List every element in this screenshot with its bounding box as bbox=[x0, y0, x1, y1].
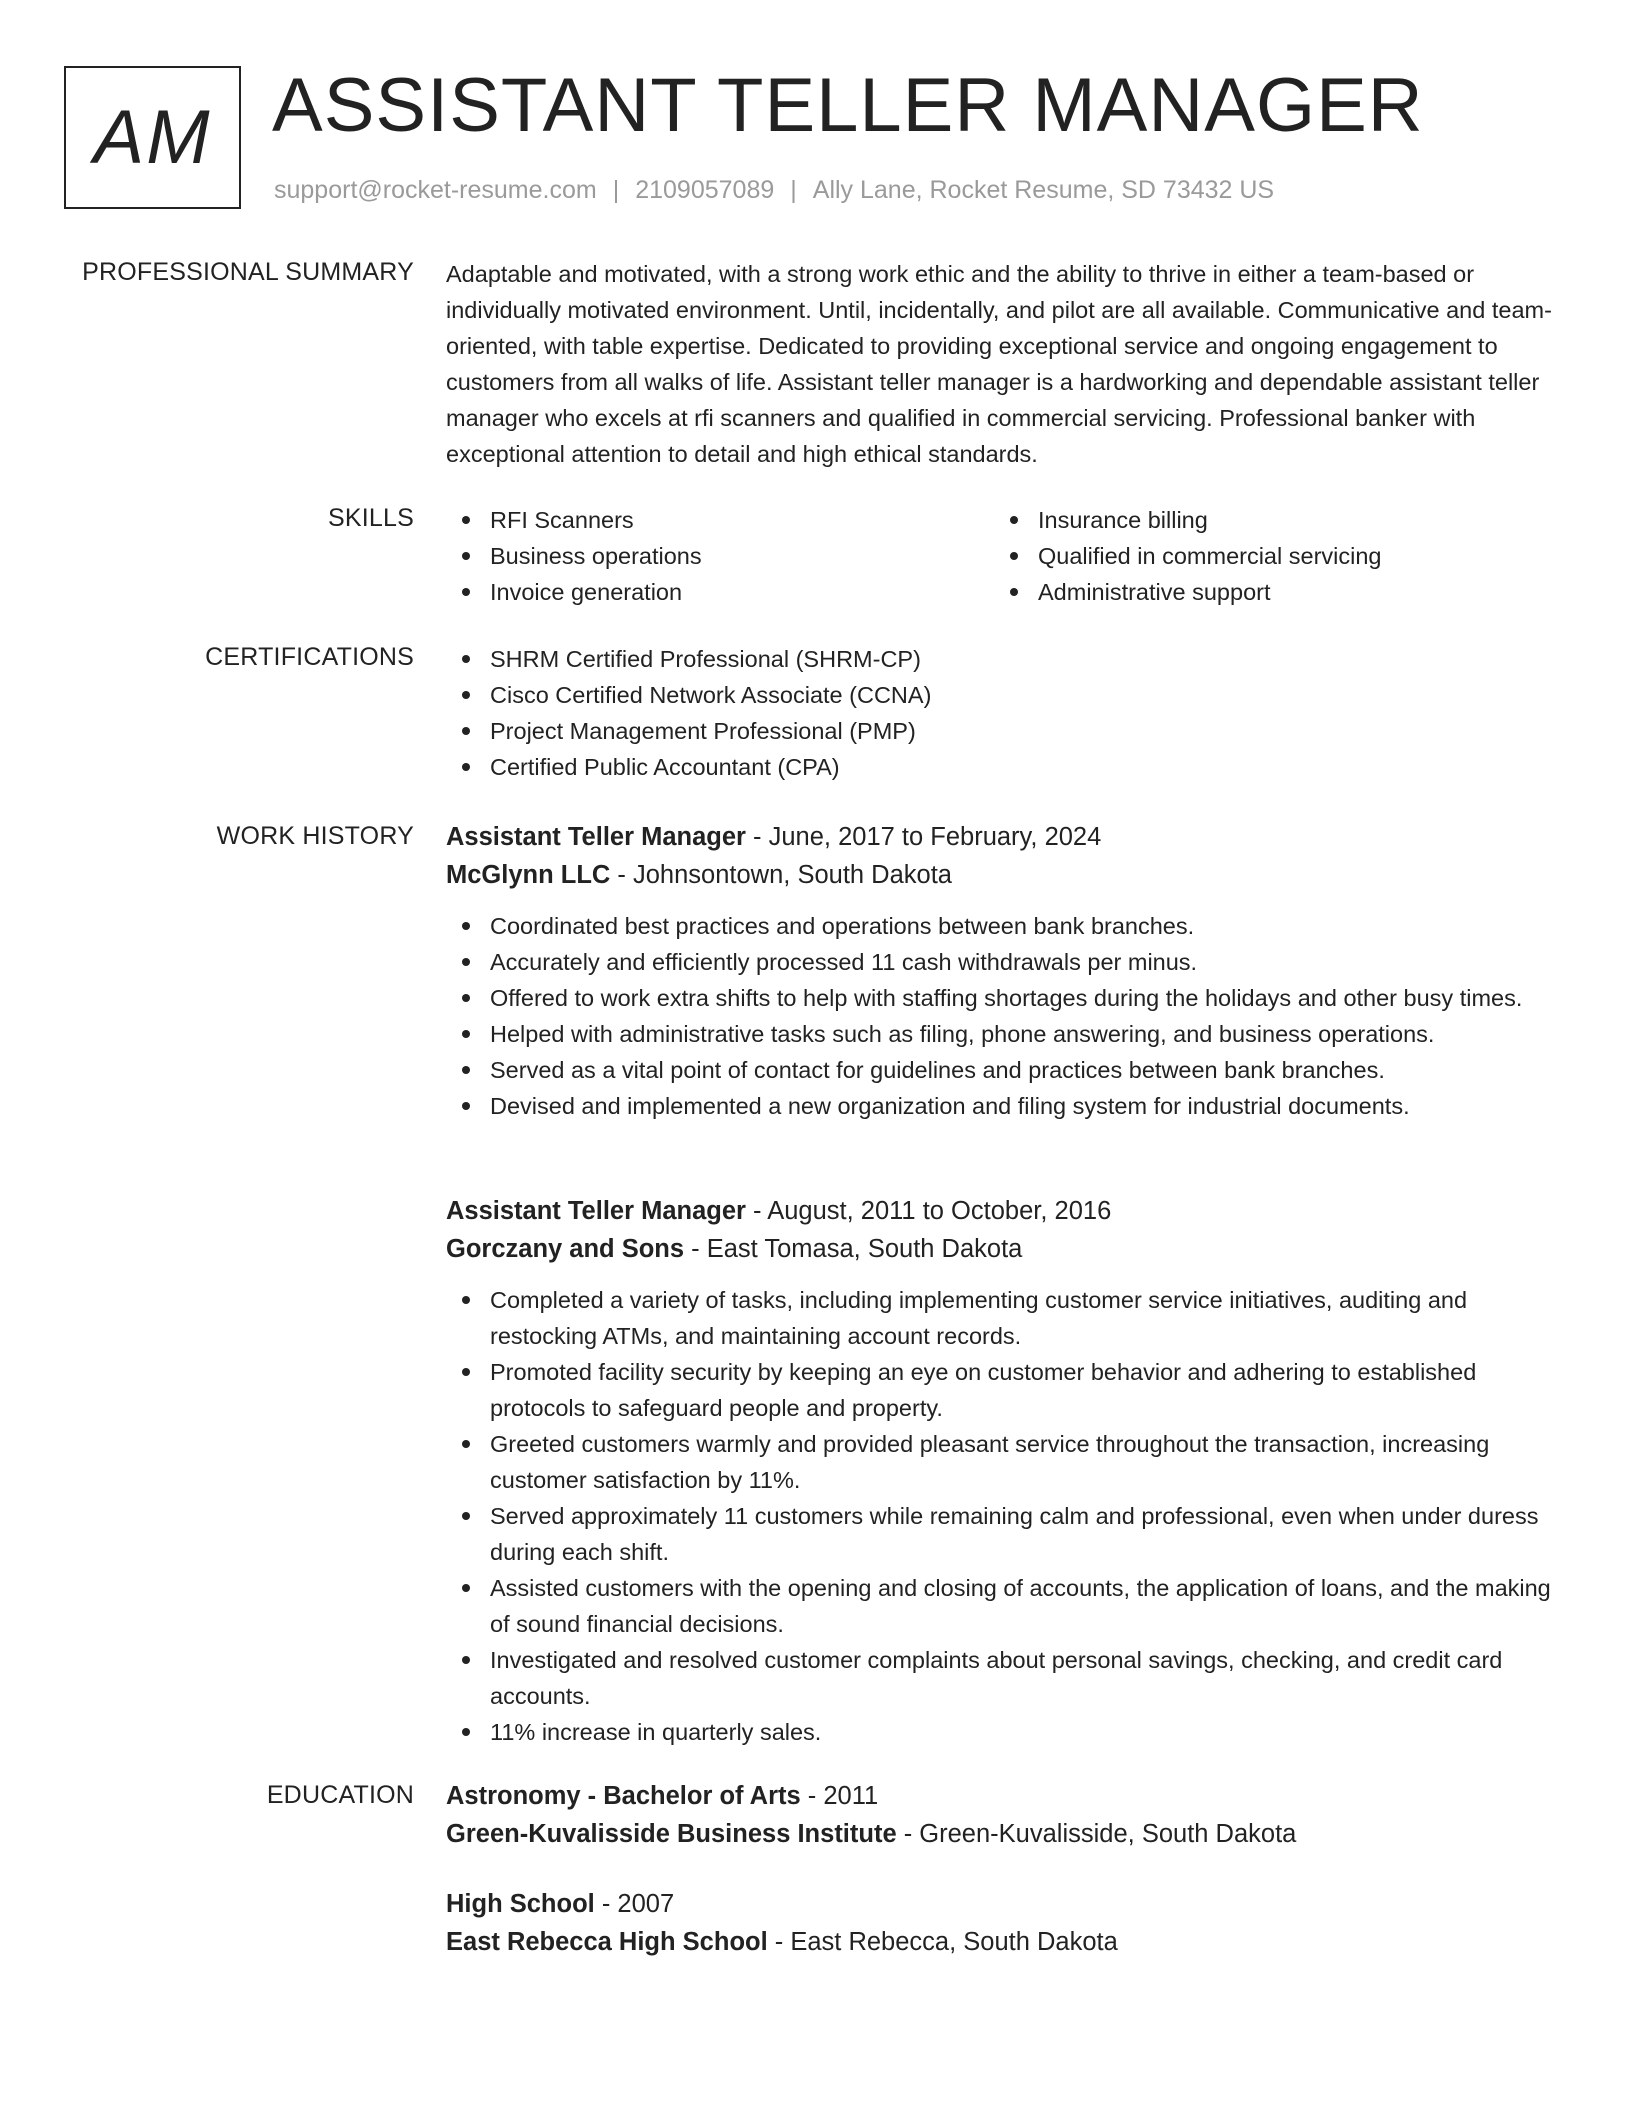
job-title: Assistant Teller Manager bbox=[446, 823, 746, 851]
job-company: McGlynn LLC bbox=[446, 861, 611, 889]
education-school-line bbox=[446, 1923, 1571, 1961]
job-company-line bbox=[446, 1230, 1571, 1268]
education-school: Green-Kuvalisside Business Institute bbox=[446, 1820, 897, 1848]
job-bullet: Promoted facility security by keeping an eye on customer behavior and adhering to established protocols to safeguard people and property. bbox=[446, 1354, 1571, 1426]
job-location: - Johnsontown, South Dakota bbox=[610, 861, 952, 889]
job-bullet: Helped with administrative tasks such as filing, phone answering, and business operations. bbox=[446, 1016, 1571, 1052]
job-bullet: Served as a vital point of contact for guidelines and practices between bank branches. bbox=[446, 1052, 1571, 1088]
education-year: - 2011 bbox=[800, 1782, 879, 1810]
job-title-line bbox=[446, 818, 1571, 856]
job-title: Assistant Teller Manager bbox=[446, 1197, 746, 1225]
skill-item: Administrative support bbox=[994, 574, 1542, 610]
job-bullets bbox=[446, 908, 1571, 1124]
job-company: Gorczany and Sons bbox=[446, 1235, 685, 1263]
education-location: - East Rebecca, South Dakota bbox=[767, 1928, 1118, 1956]
contact-separator: | bbox=[790, 176, 797, 204]
certification-item: SHRM Certified Professional (SHRM-CP) bbox=[446, 641, 1571, 677]
skill-item: Qualified in commercial servicing bbox=[994, 538, 1542, 574]
monogram-text: AM bbox=[93, 95, 212, 180]
education-year: - 2007 bbox=[594, 1890, 675, 1918]
education-label: EDUCATION bbox=[266, 1781, 414, 1809]
summary-label: PROFESSIONAL SUMMARY bbox=[82, 258, 414, 286]
education-degree: Astronomy - Bachelor of Arts bbox=[446, 1782, 801, 1810]
work-history-label: WORK HISTORY bbox=[216, 822, 414, 850]
education-entry bbox=[446, 1885, 1571, 1961]
certification-item: Certified Public Accountant (CPA) bbox=[446, 749, 1571, 785]
certification-item: Cisco Certified Network Associate (CCNA) bbox=[446, 677, 1571, 713]
education-degree-line bbox=[446, 1777, 1571, 1815]
education-school-line bbox=[446, 1815, 1571, 1853]
skills-column-2 bbox=[994, 502, 1542, 610]
job-bullet: Assisted customers with the opening and closing of accounts, the application of loans, and the making of sound financial decisions. bbox=[446, 1570, 1571, 1642]
skill-item: Business operations bbox=[446, 538, 994, 574]
contact-line bbox=[274, 176, 1274, 205]
resume-title: ASSISTANT TELLER MANAGER bbox=[272, 63, 1424, 148]
contact-phone[interactable]: 2109057089 bbox=[635, 176, 775, 204]
monogram-badge bbox=[64, 66, 241, 209]
contact-address: Ally Lane, Rocket Resume, SD 73432 US bbox=[812, 176, 1275, 204]
job-bullet: Completed a variety of tasks, including implementing customer service initiatives, auditing and restocking ATMs, and maintaining account records. bbox=[446, 1282, 1571, 1354]
summary-text: Adaptable and motivated, with a strong work ethic and the ability to thrive in either a team-based or individually motivated environment. Until, incidentally, and pilot are all available. Communicative and team-oriented, with table expertise. Dedicated to providing exceptional service and ongoing engagement to customers from all walks of life. Assistant teller manager is a hardworking and dependable assistant teller manager who excels at rfi scanners and qualified in commercial servicing. Professional banker with exceptional attention to detail and high ethical standards. bbox=[446, 261, 1552, 467]
certifications-label: CERTIFICATIONS bbox=[205, 643, 414, 671]
skills-column-1 bbox=[446, 502, 994, 610]
contact-separator: | bbox=[612, 176, 620, 204]
job-bullet: Offered to work extra shifts to help with staffing shortages during the holidays and other busy times. bbox=[446, 980, 1571, 1016]
skills-label: SKILLS bbox=[328, 504, 414, 532]
resume-header bbox=[64, 63, 1568, 210]
contact-email[interactable]: support@rocket-resume.com bbox=[274, 176, 597, 204]
job-title-line bbox=[446, 1192, 1571, 1230]
job-company-line bbox=[446, 856, 1571, 894]
education-degree: High School bbox=[446, 1890, 595, 1918]
skill-item: Insurance billing bbox=[994, 502, 1542, 538]
job-bullet: 11% increase in quarterly sales. bbox=[446, 1714, 1571, 1750]
job-bullet: Devised and implemented a new organization and filing system for industrial documents. bbox=[446, 1088, 1571, 1124]
job-bullet: Investigated and resolved customer complaints about personal savings, checking, and credit card accounts. bbox=[446, 1642, 1571, 1714]
skill-item: Invoice generation bbox=[446, 574, 994, 610]
job-bullet: Greeted customers warmly and provided pleasant service throughout the transaction, increasing customer satisfaction by 11%. bbox=[446, 1426, 1571, 1498]
job-location: - East Tomasa, South Dakota bbox=[684, 1235, 1023, 1263]
job-bullets bbox=[446, 1282, 1571, 1750]
job-entry bbox=[446, 1192, 1571, 1750]
certification-item: Project Management Professional (PMP) bbox=[446, 713, 1571, 749]
job-dates: - June, 2017 to February, 2024 bbox=[745, 823, 1102, 851]
job-dates: - August, 2011 to October, 2016 bbox=[745, 1197, 1112, 1225]
education-school: East Rebecca High School bbox=[446, 1928, 768, 1956]
job-bullet: Served approximately 11 customers while remaining calm and professional, even when under duress during each shift. bbox=[446, 1498, 1571, 1570]
job-entry bbox=[446, 818, 1571, 1124]
job-bullet: Coordinated best practices and operations between bank branches. bbox=[446, 908, 1571, 944]
job-bullet: Accurately and efficiently processed 11 cash withdrawals per minus. bbox=[446, 944, 1571, 980]
skill-item: RFI Scanners bbox=[446, 502, 994, 538]
certifications-list bbox=[446, 641, 1571, 785]
education-location: - Green-Kuvalisside, South Dakota bbox=[896, 1820, 1297, 1848]
skills-list bbox=[446, 502, 1571, 610]
education-entry bbox=[446, 1777, 1571, 1853]
education-degree-line bbox=[446, 1885, 1571, 1923]
